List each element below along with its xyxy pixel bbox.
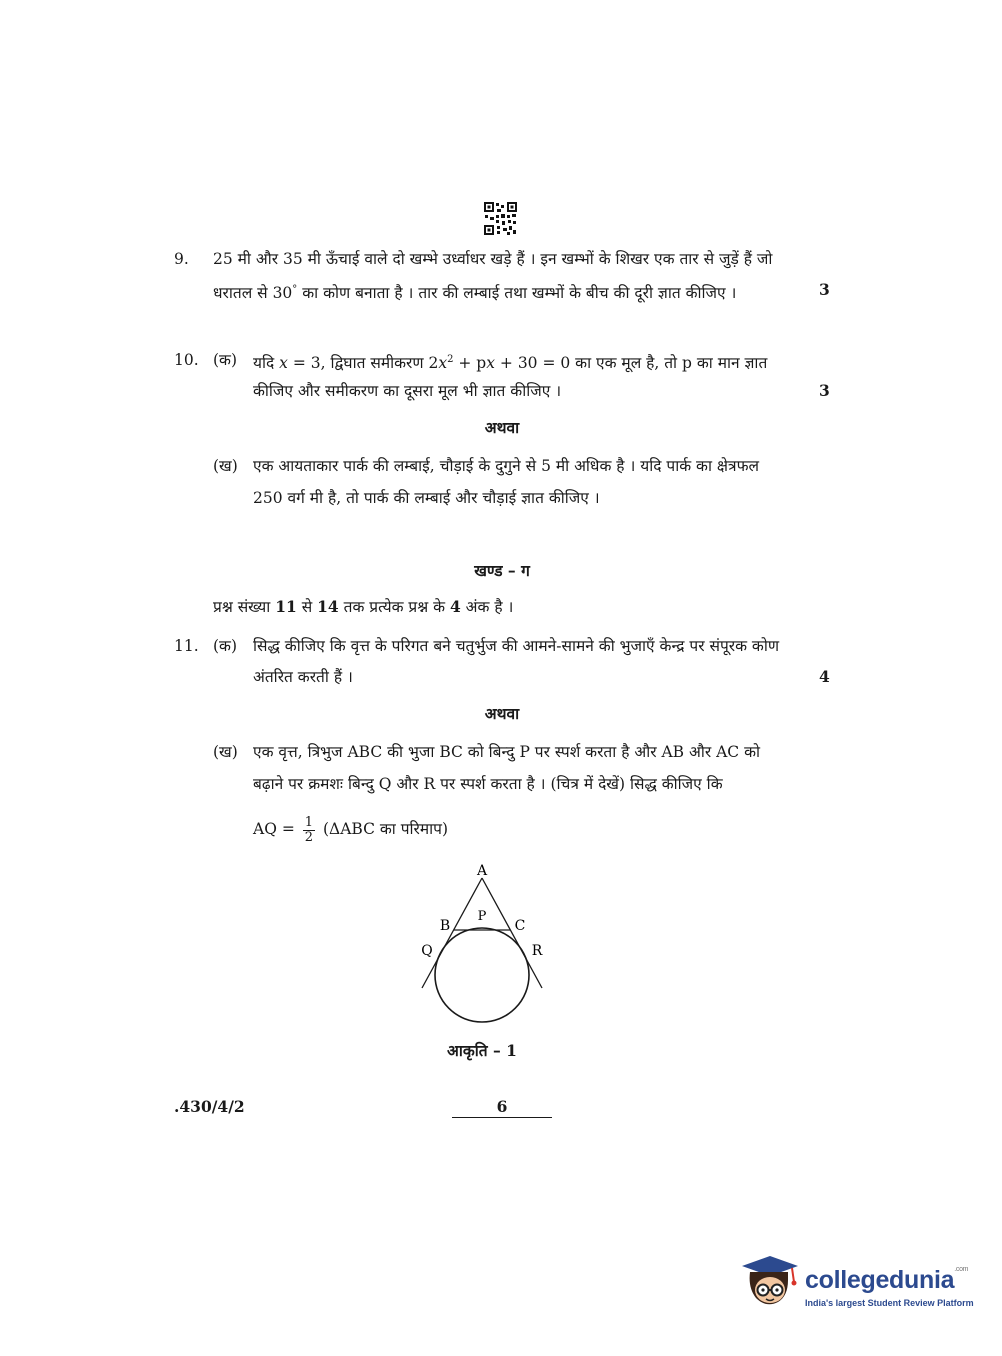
label-b: B <box>439 918 451 934</box>
question-9-line-2: धरातल से 30° का कोण बनाता है । तार की लम्बाई तथा खम्भों के बीच की दूरी ज्ञात कीजिए । <box>213 284 737 303</box>
paper-code: .430/4/2 <box>174 1097 245 1116</box>
tangent-line-aq <box>422 878 482 988</box>
label-a: A <box>476 863 488 879</box>
question-11-or: अथवा <box>484 704 520 723</box>
collegedunia-wordmark: collegedunia$^{.com}$ <box>805 1266 969 1294</box>
question-11b-label: (ख) <box>213 743 238 761</box>
collegedunia-mascot-logo <box>742 1252 802 1312</box>
question-10b-line-2: 250 वर्ग मी है, तो पार्क की लम्बाई और चौड़ाई ज्ञात कीजिए । <box>253 489 600 507</box>
label-p: P <box>477 909 487 924</box>
question-10a-line-1: यदि x = 3, द्विघात समीकरण $2x^2$ + px + 30 = 0 का एक मूल है, तो p का मान ज्ञात <box>253 354 768 373</box>
label-q: Q <box>421 943 433 959</box>
question-11a-line-2: अंतरित करती हैं । <box>253 668 353 686</box>
question-10-marks: 3 <box>819 381 830 400</box>
question-10a-line-2: कीजिए और समीकरण का दूसरा मूल भी ज्ञात कीजिए । <box>253 382 562 400</box>
section-instructions: प्रश्न संख्या 11 से 14 तक प्रत्येक प्रश्न के 4 अंक है । <box>213 597 514 616</box>
question-11b-formula: AQ = $\frac{1}{2}$ (ΔABC का परिमाप) <box>253 814 448 845</box>
question-11a-line-1: सिद्ध कीजिए कि वृत्त के परिगत बने चतुर्भुज की आमने-सामने की भुजाएँ केन्द्र पर संपूरक कोण <box>253 637 780 655</box>
figure-1-diagram <box>412 858 552 1033</box>
section-heading: खण्ड – ग <box>474 561 530 580</box>
question-11-marks: 4 <box>819 667 830 686</box>
question-10-or: अथवा <box>484 418 520 437</box>
question-9-line-1: 25 मी और 35 मी ऊँचाई वाले दो खम्भे उर्ध्वाधर खड़े हैं । इन खम्भों के शिखर एक तार से जुड़ें हैं जो <box>213 250 773 268</box>
question-9-marks: 3 <box>819 280 830 299</box>
qr-code-icon <box>483 201 518 236</box>
question-10a-label: (क) <box>213 351 237 369</box>
question-9-number: 9. <box>174 250 189 268</box>
label-c: C <box>514 918 526 934</box>
question-10-number: 10. <box>174 351 199 369</box>
question-10b-line-1: एक आयताकार पार्क की लम्बाई, चौड़ाई के दुगुने से 5 मी अधिक है । यदि पार्क का क्षेत्रफल <box>253 457 760 475</box>
fraction-one-half: $\frac{1}{2}$ <box>304 814 314 845</box>
figure-1-caption: आकृति – 1 <box>447 1041 517 1060</box>
question-11b-line-2: बढ़ाने पर क्रमशः बिन्दु Q और R पर स्पर्श करता है । (चित्र में देखें) सिद्ध कीजिए कि <box>253 775 723 793</box>
question-11a-label: (क) <box>213 637 237 655</box>
page-number: 6 <box>496 1097 508 1116</box>
question-10b-label: (ख) <box>213 457 238 475</box>
question-11-number: 11. <box>174 637 199 655</box>
label-r: R <box>531 943 543 959</box>
page-number-underline <box>452 1117 552 1118</box>
collegedunia-tagline: India's largest Student Review Platform <box>805 1298 974 1308</box>
incircle <box>435 928 529 1022</box>
tangent-line-ar <box>482 878 542 988</box>
question-11b-line-1: एक वृत्त, त्रिभुज ABC की भुजा BC को बिन्दु P पर स्पर्श करता है और AB और AC को <box>253 743 761 761</box>
